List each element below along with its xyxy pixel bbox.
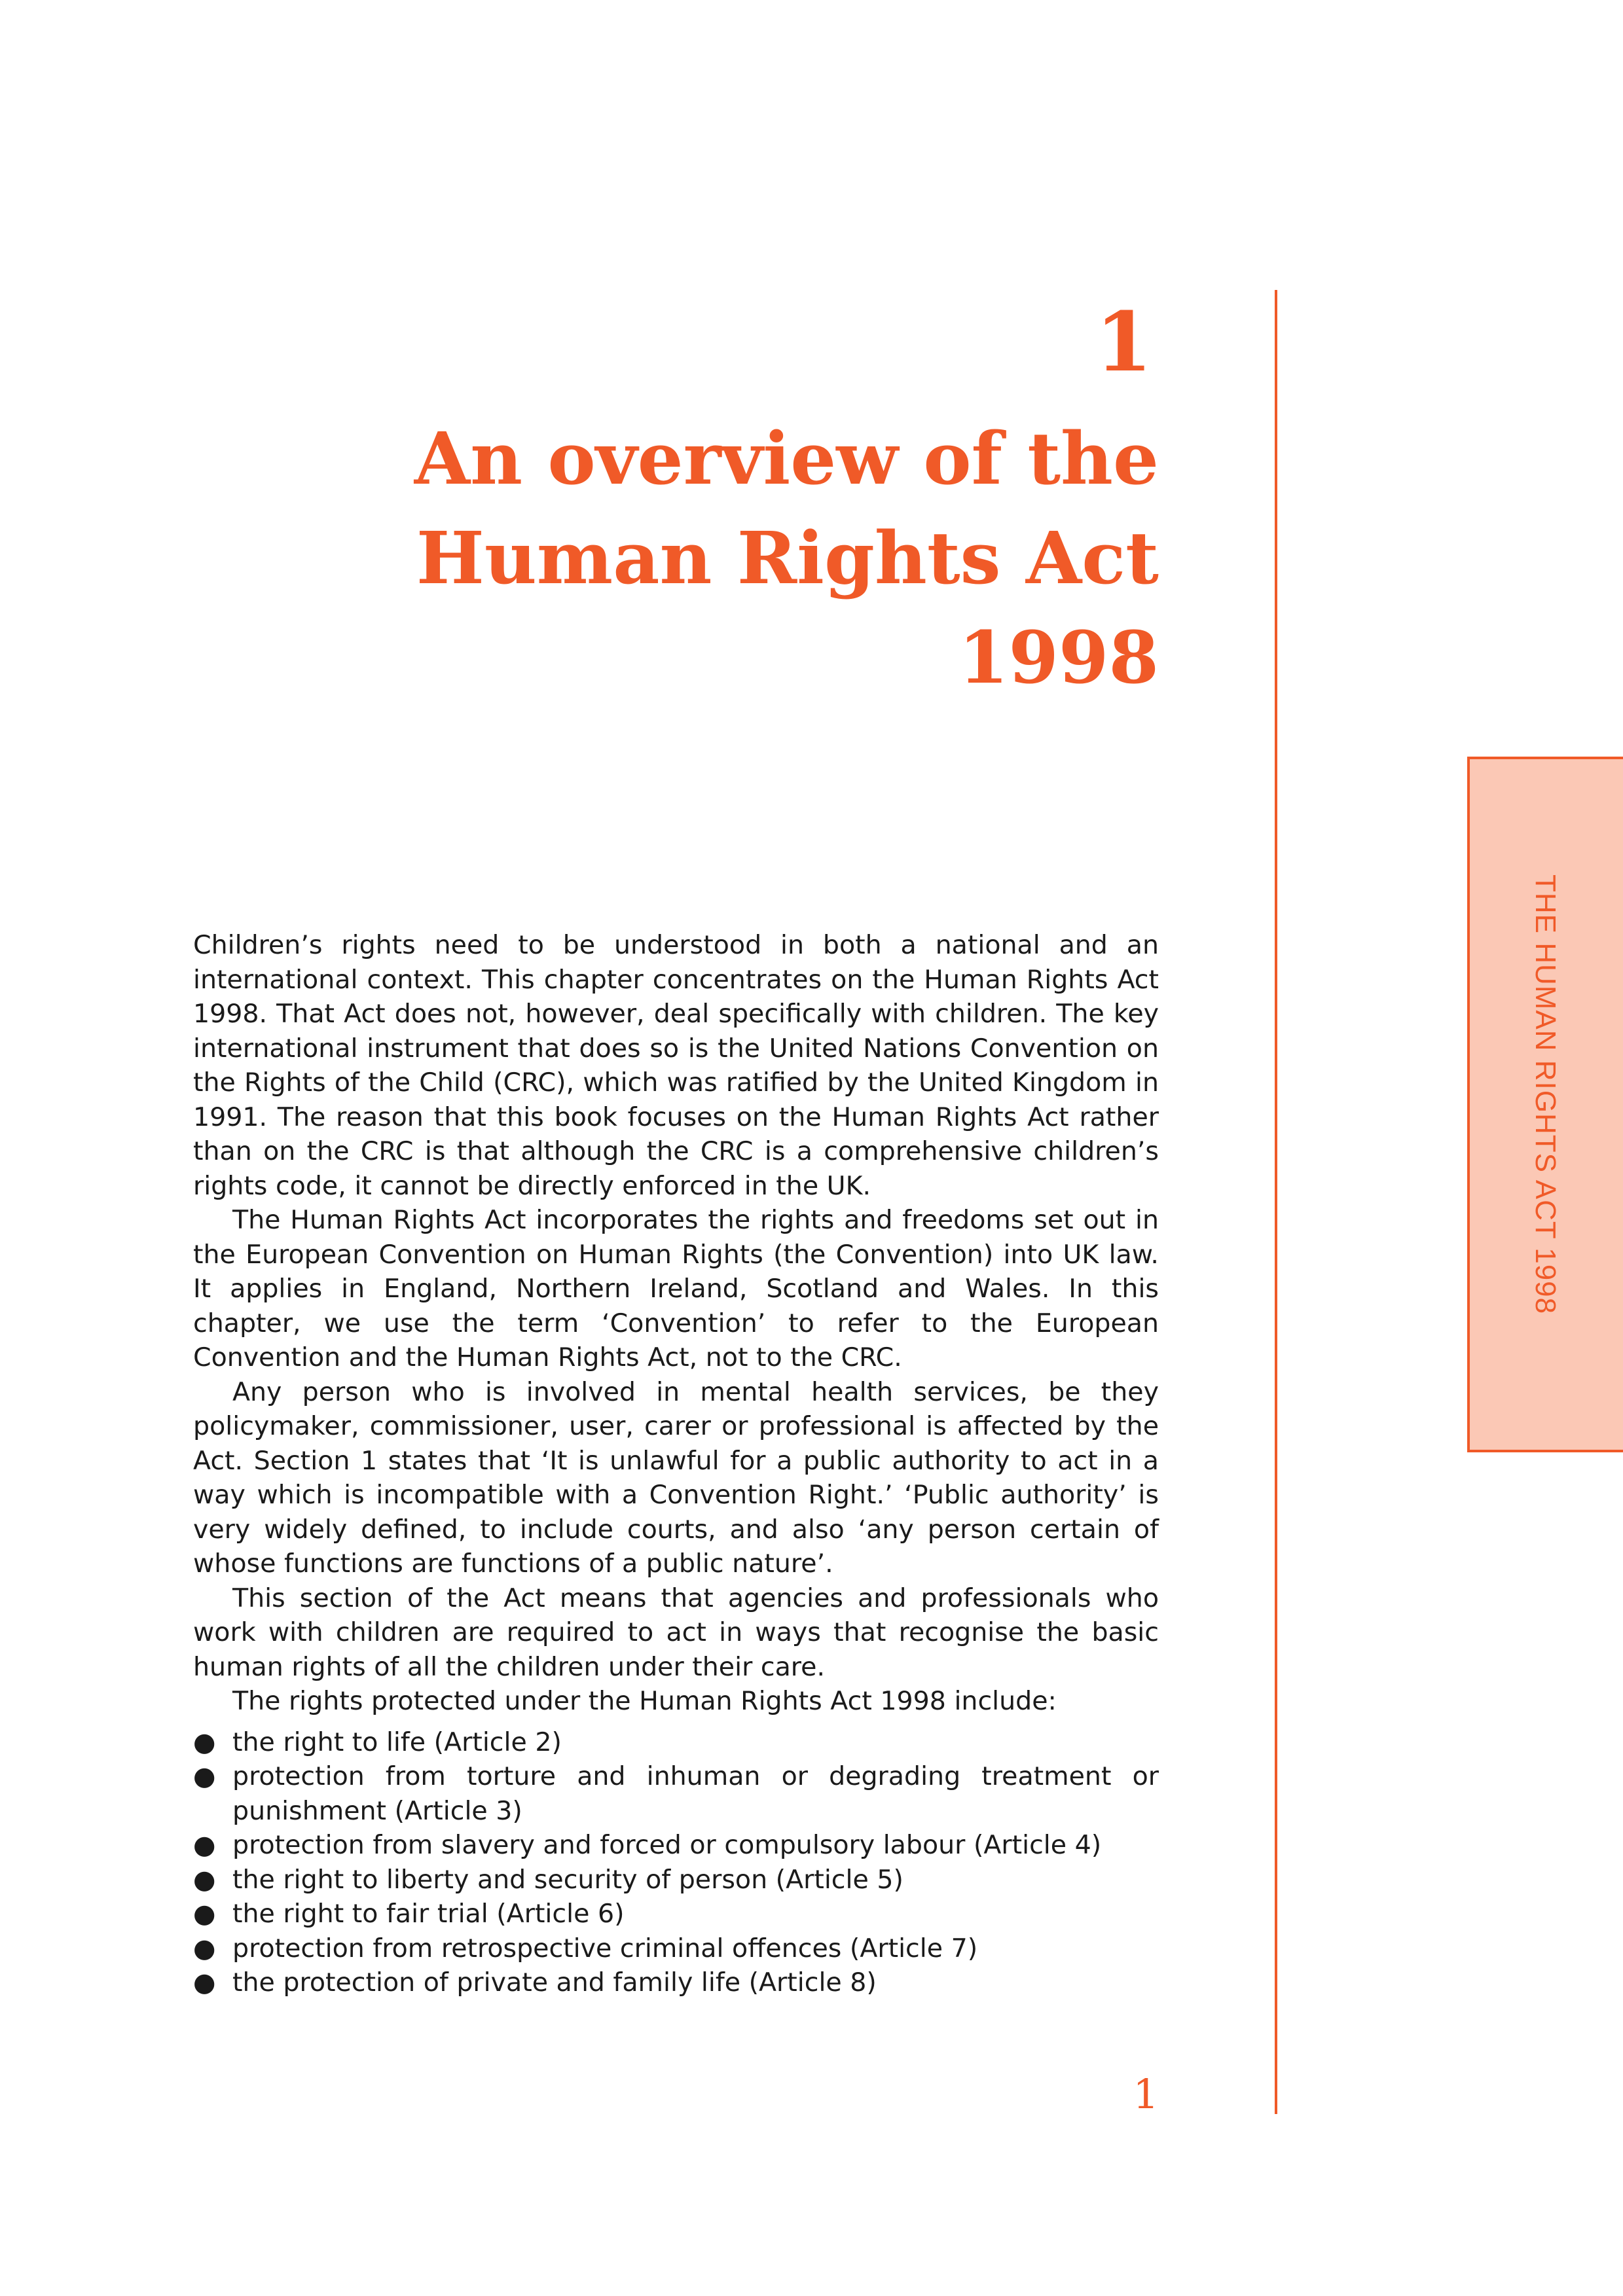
bullet-icon: ● xyxy=(193,1967,216,1998)
list-item xyxy=(193,1897,1159,1931)
paragraph: This section of the Act means that agencies and professionals who work with children are required to act in ways that recognise the basic human rights of all the children under their care. xyxy=(193,1583,1159,1682)
bullet-icon: ● xyxy=(193,1830,216,1860)
list-item xyxy=(193,1828,1159,1863)
chapter-number: 1 xyxy=(1095,295,1152,390)
chapter-title xyxy=(367,409,1159,708)
paragraph: The Human Rights Act incorporates the rights and freedoms set out in the European Convention on Human Rights (the Convention) into UK law. It applies in England, Northern Ireland, Scotland and Wales. In this chapter, we use the term ‘Convention’ to refer to the European Convention and the Human Rights Act, not to the CRC. xyxy=(193,1205,1159,1372)
list-item-text: the protection of private and family life (Article 8) xyxy=(232,1967,877,1998)
vertical-rule xyxy=(1275,290,1277,2114)
list-item xyxy=(193,1965,1159,2000)
list-item xyxy=(193,1759,1159,1828)
bullet-icon: ● xyxy=(193,1933,216,1964)
body-text xyxy=(193,928,1159,2000)
list-item-text: protection from slavery and forced or compulsory labour (Article 4) xyxy=(232,1830,1102,1860)
list-item xyxy=(193,1863,1159,1897)
rights-list xyxy=(193,1725,1159,2000)
list-item-text: the right to liberty and security of person (Article 5) xyxy=(232,1864,903,1895)
paragraph: Children’s rights need to be understood in both a national and an international context. This chapter concentrates on the Human Rights Act 1998. That Act does not, however, deal specifically with children. The key international instrument that does so is the United Nations Convention on the Rights of the Child (CRC), which was ratified by the United Kingdom in 1991. The reason that this book focuses on the Human Rights Act rather than on the CRC is that although the CRC is a comprehensive children’s rights code, it cannot be directly enforced in the UK. xyxy=(193,930,1159,1201)
chapter-title-line: Human Rights Act xyxy=(416,516,1159,600)
bullet-icon: ● xyxy=(193,1864,216,1895)
list-item-text: the right to fair trial (Article 6) xyxy=(232,1899,625,1929)
list-item-text: protection from torture and inhuman or degrading treatment or punishment (Article 3) xyxy=(232,1761,1159,1826)
bullet-icon: ● xyxy=(193,1727,216,1757)
paragraph: Any person who is involved in mental health services, be they policymaker, commissioner, user, carer or professional is affected by the Act. Section 1 states that ‘It is unlawful for a public authority to act in a way which is incompatible with a Convention Right.’ ‘Public authority’ is very widely defined, to include courts, and also ‘any person certain of whose functions are functions of a public nature’. xyxy=(193,1376,1159,1579)
bullet-icon: ● xyxy=(193,1899,216,1929)
page-number: 1 xyxy=(1133,2070,1159,2118)
list-item-text: the right to life (Article 2) xyxy=(232,1727,562,1757)
list-item xyxy=(193,1931,1159,1966)
bullet-icon: ● xyxy=(193,1761,216,1791)
chapter-title-line: 1998 xyxy=(958,615,1159,700)
list-item-text: protection from retrospective criminal offences (Article 7) xyxy=(232,1933,978,1964)
chapter-title-line: An overview of the xyxy=(414,416,1159,501)
side-tab-label: THE HUMAN RIGHTS ACT 1998 xyxy=(1529,874,1561,1315)
paragraph: The rights protected under the Human Rights Act 1998 include: xyxy=(232,1686,1057,1716)
list-item xyxy=(193,1725,1159,1760)
